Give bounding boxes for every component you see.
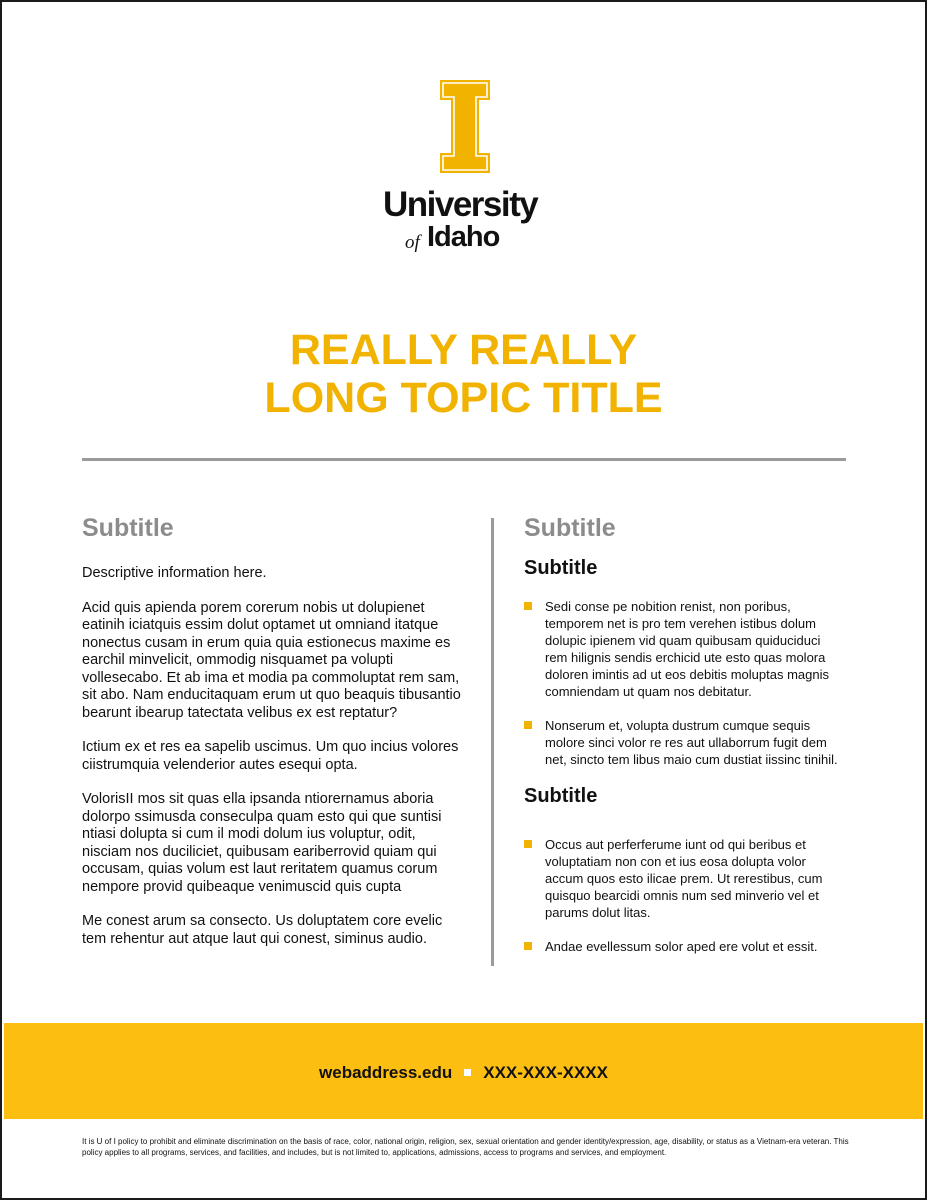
logo-wordmark-of: of: [405, 232, 420, 253]
left-column: [82, 512, 462, 948]
logo-wordmark-idaho: Idaho: [427, 221, 500, 253]
list-item: [524, 717, 844, 768]
right-bullet-list: [524, 598, 844, 768]
left-paragraph: VolorisII mos sit quas ella ipsanda ntiorernamus aboria dolorpo ssimusda conseculpa quam esto qui que suntisi ntiasi dolupta si cum il modi dolum ius voluptur, odit, nisciam nos duciliciet, quibusam eariberrovid quiam qui occusam, quias volum est laut reritatem quamus corum nempore provid quibeaque venimuscid quis cupta: [82, 791, 442, 895]
square-bullet-icon: [524, 942, 532, 950]
left-lead-text: Descriptive information here.: [82, 565, 267, 581]
title-line-1: REALLY REALLY: [289, 326, 638, 374]
footer-band: [4, 1023, 923, 1119]
left-subtitle: Subtitle: [82, 514, 174, 542]
left-paragraph: Ictium ex et res ea sapelib uscimus. Um quo incius volores ciistrumquia velenderior autes esequi opta.: [82, 739, 459, 773]
right-bullet-list: [524, 836, 844, 955]
legal-disclaimer: It is U of I policy to prohibit and eliminate discrimination on the basis of race, color, national origin, religion, sex, sexual orientation and gender identity/expression, age, disability, or status as a Vietnam-era veteran. This policy applies to all programs, services, and facilities, and includes, but is not limited to, applications, admissions, access to programs and services, and employment.: [82, 1137, 849, 1157]
right-column: [524, 512, 844, 955]
list-item: [524, 598, 844, 700]
title-divider: [82, 458, 846, 461]
bullet-text: Sedi conse pe nobition renist, non poribus, temporem net is pro tem verehen istibus dolum dolupic ipienem vid quam quibusam quiduciduci rem hilignis sendis erchicid ute esto quas molora doloren imintis ad ut eos debitis moluptas magnis comniendam ut quam nos debitatur.: [545, 599, 829, 699]
title-line-2: LONG TOPIC TITLE: [264, 374, 663, 422]
list-item: [524, 836, 844, 921]
block-i-icon: [440, 80, 490, 173]
footer-web-address[interactable]: webaddress.edu: [319, 1063, 453, 1082]
right-subtitle: Subtitle: [524, 514, 616, 542]
right-section-heading: Subtitle: [524, 557, 598, 579]
list-item: [524, 938, 844, 955]
square-bullet-icon: [524, 602, 532, 610]
square-separator-icon: [464, 1069, 471, 1076]
column-divider: [491, 518, 494, 966]
page-title: [80, 326, 847, 422]
bullet-text: Occus aut perferferume iunt od qui beribus et voluptatiam non con et ius eosa dolupta volor accum quos esto ilicae prem. Ut rerestibus, cum quisquo bearcidi omnis num sed minverio vel et parums dolut litas.: [545, 837, 823, 920]
bullet-text: Nonserum et, volupta dustrum cumque sequis molore sinci volor re res aut ullaborrum fugit dem net, sincto tem libus maio cum dustiat iissinc tinihil.: [545, 718, 838, 767]
right-section-heading: Subtitle: [524, 785, 598, 807]
university-logo: [383, 80, 545, 255]
left-paragraph: Me conest arum sa consecto. Us doluptatem core evelic tem rehentur aut atque laut qui conest, siminus audio.: [82, 913, 443, 947]
left-paragraph: Acid quis apienda porem corerum nobis ut dolupienet eatinih iciatquis essim dolut optamet ut omniand itatque nonectus cusam in erum quia quia estionecus maxime es earchil minvelicit, ommodig nisquamet pa volupti vollesecabo. Et ab ima et modia pa commoluptat rem sam, sit abo. Nam enducitaquam erum ut quo beaquis tibusantio bearunt ibearup tatectata velibus ex est reptatur?: [82, 599, 461, 721]
logo-wordmark-university: University: [383, 185, 538, 224]
footer-phone: XXX-XXX-XXXX: [483, 1063, 608, 1082]
square-bullet-icon: [524, 721, 532, 729]
square-bullet-icon: [524, 840, 532, 848]
bullet-text: Andae evellessum solor aped ere volut et essit.: [545, 939, 818, 954]
footer-contact: [4, 1063, 923, 1083]
